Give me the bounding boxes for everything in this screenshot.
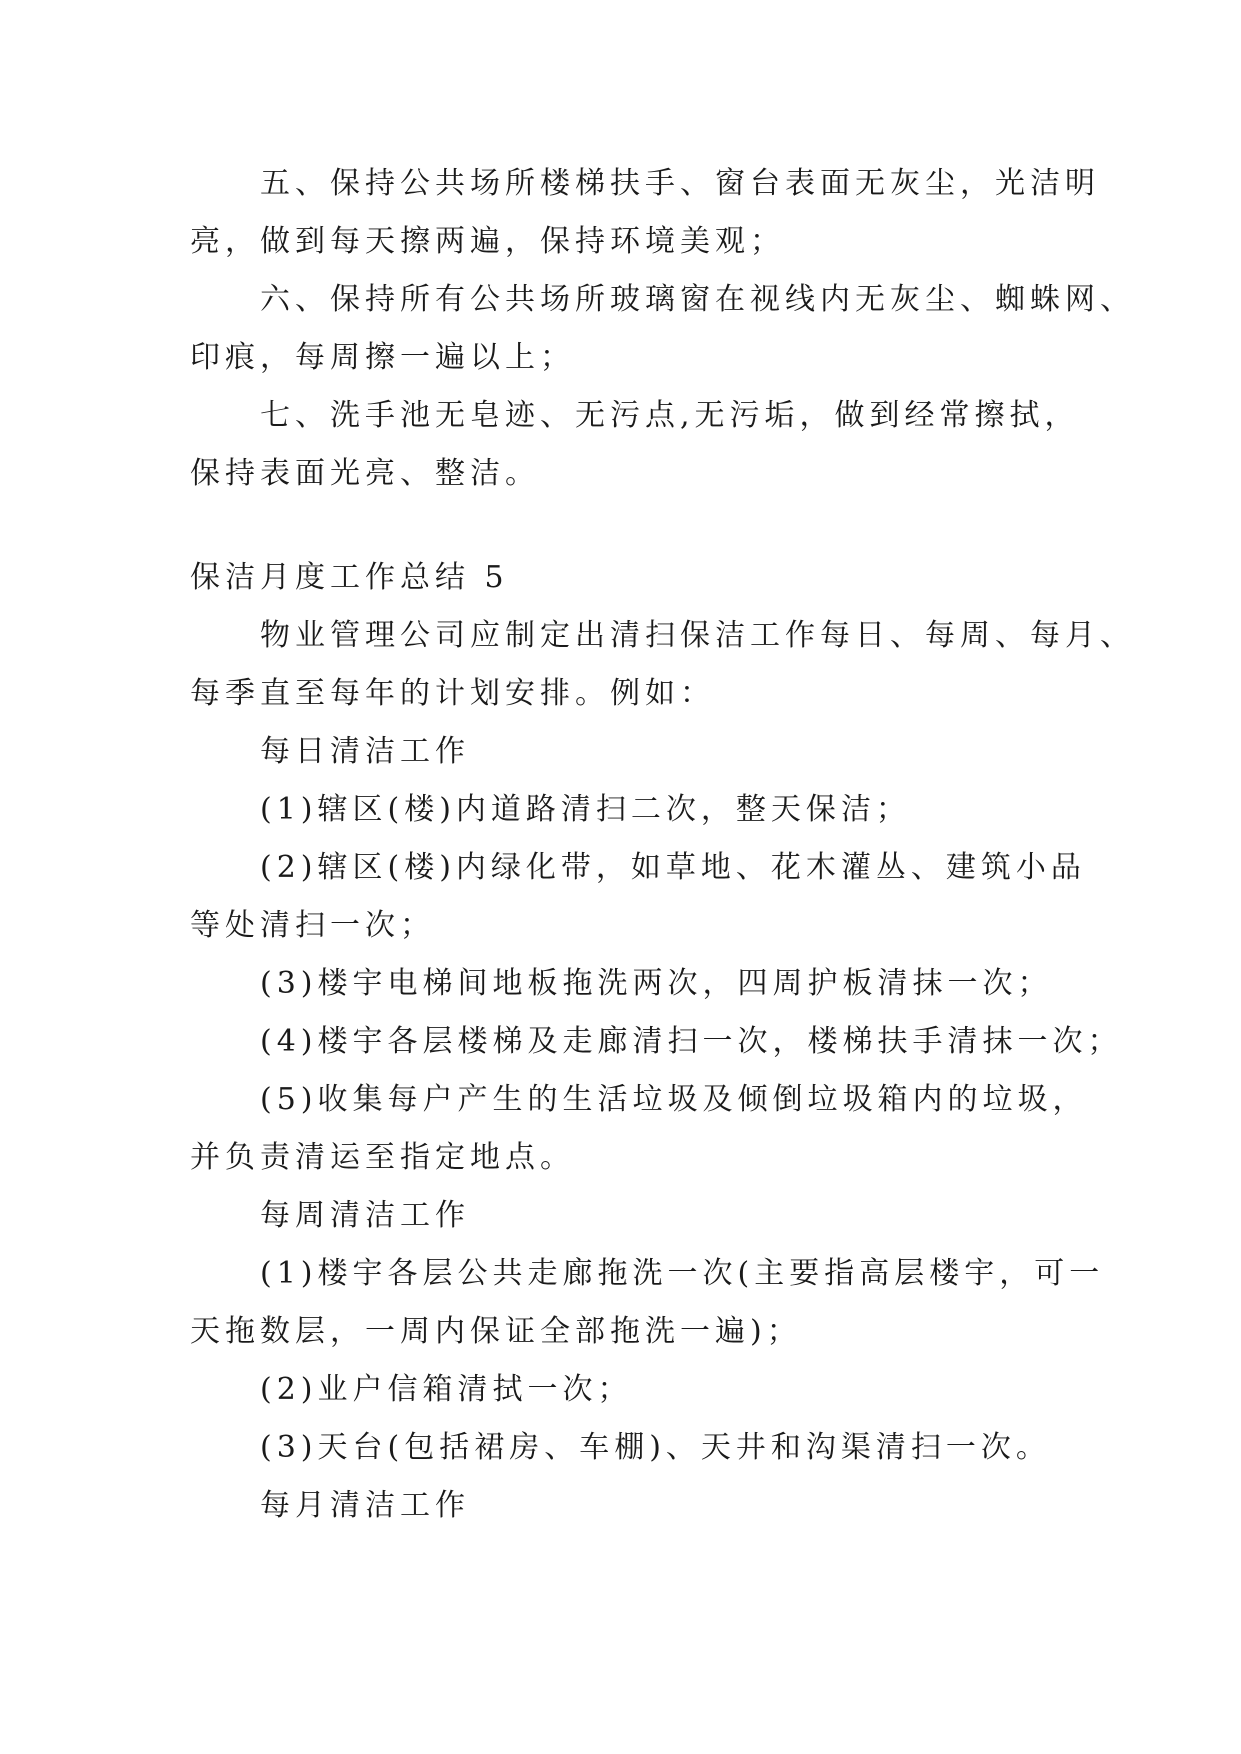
list-item: (1)辖区(楼)内道路清扫二次，整天保洁； [260,792,911,827]
list-item: (2)业户信箱清拭一次； [260,1372,633,1407]
document-body [190,155,1135,1535]
text-line: 亮，做到每天擦两遍，保持环境美观； [190,224,785,259]
list-item: (4)楼宇各层楼梯及走廊清扫一次，楼梯扶手清抹一次； [260,1024,1123,1059]
text-line: 保持表面光亮、整洁。 [190,456,540,491]
text-line: 并负责清运至指定地点。 [190,1140,575,1175]
subheading-weekly: 每周清洁工作 [260,1198,470,1233]
list-item: (1)楼宇各层公共走廊拖洗一次(主要指高层楼宇，可一 [260,1256,1105,1291]
subheading-monthly: 每月清洁工作 [260,1488,470,1523]
text-line: 等处清扫一次； [190,908,435,943]
text-line: 每季直至每年的计划安排。例如： [190,676,715,711]
text-line: 七、洗手池无皂迹、无污点,无污垢，做到经常擦拭， [260,398,1080,433]
section-heading: 保洁月度工作总结 5 [190,560,509,595]
list-item: (2)辖区(楼)内绿化带，如草地、花木灌丛、建筑小品 [260,850,1086,885]
text-line: 六、保持所有公共场所玻璃窗在视线内无灰尘、蜘蛛网、 [260,282,1135,317]
text-line: 五、保持公共场所楼梯扶手、窗台表面无灰尘，光洁明 [260,166,1100,201]
text-line: 天拖数层，一周内保证全部拖洗一遍)； [190,1314,802,1349]
subheading-daily: 每日清洁工作 [260,734,470,769]
list-item: (3)天台(包括裙房、车棚)、天井和沟渠清扫一次。 [260,1430,1051,1465]
list-item: (3)楼宇电梯间地板拖洗两次，四周护板清抹一次； [260,966,1053,1001]
section-gap [190,503,1070,549]
list-item: (5)收集每户产生的生活垃圾及倾倒垃圾箱内的垃圾， [260,1082,1088,1117]
text-line: 物业管理公司应制定出清扫保洁工作每日、每周、每月、 [260,618,1135,653]
text-line: 印痕，每周擦一遍以上； [190,340,575,375]
